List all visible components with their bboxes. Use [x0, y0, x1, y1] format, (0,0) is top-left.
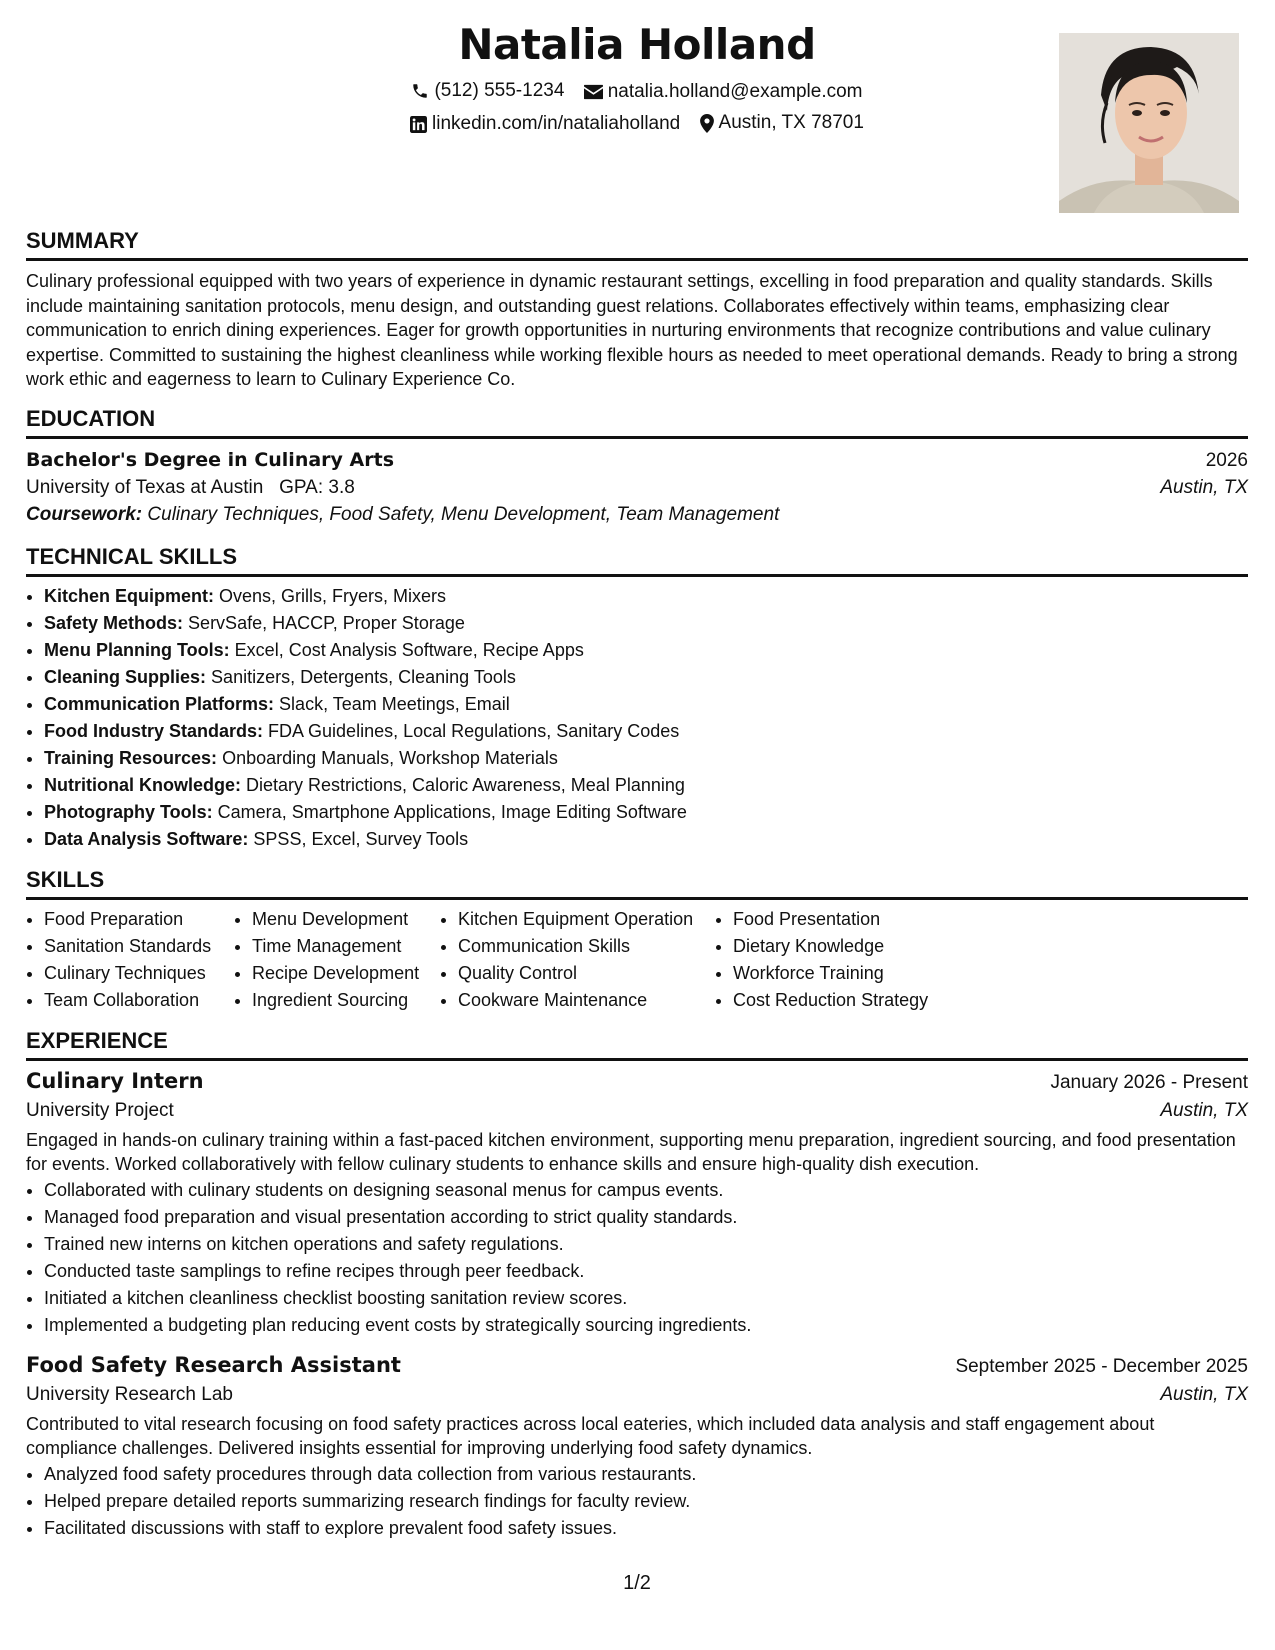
- skills-column: [234, 906, 440, 1014]
- job-org-row: [26, 1384, 1248, 1406]
- job-bullet: • Trained new interns on kitchen operations and safety regulations.: [44, 1231, 1248, 1258]
- job-dates: September 2025 - December 2025: [955, 1355, 1248, 1377]
- skills-column: [440, 906, 715, 1014]
- technical-skill-label: Food Industry Standards:: [44, 720, 264, 741]
- job-description: Contributed to vital research focusing on food safety practices across local eateries, which included data analysis and staff engagement about compliance challenges. Delivered insights essential for improving underlying food safety dynamics.: [26, 1413, 1155, 1458]
- linkedin-icon: [410, 116, 427, 133]
- coursework-list: Culinary Techniques, Food Safety, Menu Development, Team Management: [147, 503, 780, 525]
- technical-skill-label: Safety Methods:: [44, 612, 184, 633]
- technical-skill-item: [44, 610, 1248, 637]
- technical-skill-value: Camera, Smartphone Applications, Image Editing Software: [217, 801, 687, 822]
- skill-item: • Workforce Training: [733, 960, 975, 987]
- resume-page: [26, 0, 1248, 1650]
- experience-heading: EXPERIENCE: [26, 1028, 1248, 1061]
- technical-skill-item: [44, 691, 1248, 718]
- technical-skill-value: Dietary Restrictions, Caloric Awareness, Meal Planning: [246, 774, 685, 795]
- skill-item: • Team Collaboration: [44, 987, 234, 1014]
- technical-skill-label: Photography Tools:: [44, 801, 213, 822]
- technical-skill-label: Training Resources:: [44, 747, 218, 768]
- experience-section: [26, 1028, 1248, 1542]
- technical-skill-value: FDA Guidelines, Local Regulations, Sanitary Codes: [268, 720, 680, 741]
- skills-section: [26, 867, 1248, 1014]
- education-degree-row: [26, 449, 1248, 472]
- technical-skill-item: [44, 664, 1248, 691]
- job-header-row: [26, 1069, 1248, 1094]
- technical-skill-value: Onboarding Manuals, Workshop Materials: [222, 747, 558, 768]
- summary-text: Culinary professional equipped with two years of experience in dynamic restaurant settings, excelling in food preparation and quality standards. Skills include maintaining sanitation protocols, menu design, and outstanding guest relations. Collaborates effectively within teams, emphasizing clear communication to enrich dining experiences. Eager for growth opportunities in nurturing environments that recognize contributions and value culinary expertise. Committed to sustaining the highest cleanliness while working flexible hours as needed to meet operational demands. Ready to bring a strong work ethic and eagerness to learn to Culinary Experience Co.: [26, 271, 1238, 389]
- email-text[interactable]: natalia.holland@example.com: [607, 81, 863, 102]
- skill-item: • Ingredient Sourcing: [252, 987, 440, 1014]
- phone-icon: [411, 82, 429, 100]
- technical-skill-item: [44, 637, 1248, 664]
- job-bullet: • Helped prepare detailed reports summarizing research findings for faculty review.: [44, 1488, 1248, 1515]
- school-line: [26, 477, 355, 499]
- skill-item: • Food Preparation: [44, 906, 234, 933]
- skills-grid: [26, 906, 1248, 1014]
- school-gpa: GPA: 3.8: [279, 476, 355, 498]
- location-contact: [700, 112, 864, 134]
- education-heading: EDUCATION: [26, 406, 1248, 439]
- summary-section: [26, 228, 1248, 392]
- linkedin-contact[interactable]: [410, 113, 680, 135]
- skill-item: • Cookware Maintenance: [458, 987, 715, 1014]
- skill-item: • Kitchen Equipment Operation: [458, 906, 715, 933]
- job-title: Culinary Intern: [26, 1068, 204, 1093]
- skill-item: • Time Management: [252, 933, 440, 960]
- skill-item: • Culinary Techniques: [44, 960, 234, 987]
- experience-entry: [26, 1069, 1248, 1339]
- technical-skill-item: [44, 772, 1248, 799]
- job-location: Austin, TX: [1160, 1383, 1248, 1405]
- coursework-label: Coursework:: [26, 503, 143, 525]
- technical-skill-label: Data Analysis Software:: [44, 828, 249, 849]
- job-dates: January 2026 - Present: [1050, 1071, 1248, 1093]
- skill-item: • Dietary Knowledge: [733, 933, 975, 960]
- job-bullets: [26, 1461, 1248, 1542]
- technical-skill-label: Communication Platforms:: [44, 693, 275, 714]
- technical-skills-heading: TECHNICAL SKILLS: [26, 544, 1248, 577]
- experience-entry: [26, 1353, 1248, 1542]
- job-organization: University Project: [26, 1099, 174, 1121]
- summary-heading: SUMMARY: [26, 228, 1248, 261]
- map-pin-icon: [700, 114, 714, 133]
- linkedin-text[interactable]: linkedin.com/in/nataliaholland: [432, 113, 681, 134]
- job-bullet: • Analyzed food safety procedures through data collection from various restaurants.: [44, 1461, 1248, 1488]
- job-title: Food Safety Research Assistant: [26, 1352, 401, 1377]
- job-header-row: [26, 1353, 1248, 1378]
- profile-photo: [1059, 33, 1239, 213]
- skill-item: • Cost Reduction Strategy: [733, 987, 975, 1014]
- skill-item: • Menu Development: [252, 906, 440, 933]
- technical-skill-label: Cleaning Supplies:: [44, 666, 207, 687]
- job-organization: University Research Lab: [26, 1383, 233, 1405]
- job-bullet: • Conducted taste samplings to refine recipes through peer feedback.: [44, 1258, 1248, 1285]
- technical-skill-value: SPSS, Excel, Survey Tools: [253, 828, 469, 849]
- degree-year: 2026: [1205, 449, 1248, 471]
- phone-contact: [411, 80, 564, 102]
- technical-skill-item: [44, 799, 1248, 826]
- resume-header: [26, 0, 1248, 218]
- technical-skills-section: [26, 544, 1248, 853]
- skill-item: • Food Presentation: [733, 906, 975, 933]
- education-section: [26, 406, 1248, 526]
- job-location: Austin, TX: [1160, 1099, 1248, 1121]
- technical-skill-label: Nutritional Knowledge:: [44, 774, 241, 795]
- job-bullet: • Managed food preparation and visual presentation according to strict quality standards.: [44, 1204, 1248, 1231]
- location-text: Austin, TX 78701: [718, 112, 864, 133]
- email-contact[interactable]: [584, 81, 863, 103]
- job-description: Engaged in hands-on culinary training within a fast-paced kitchen environment, supporting menu preparation, ingredient sourcing, and food presentation for events. Worked collaboratively with fellow culinary students to enhance skills and ensure high-quality dish execution.: [26, 1129, 1236, 1174]
- job-bullet: • Collaborated with culinary students on designing seasonal menus for campus events.: [44, 1177, 1248, 1204]
- job-bullet: • Implemented a budgeting plan reducing event costs by strategically sourcing ingredients.: [44, 1312, 1248, 1339]
- skill-item: • Sanitation Standards: [44, 933, 234, 960]
- technical-skill-value: Ovens, Grills, Fryers, Mixers: [219, 585, 447, 606]
- technical-skill-item: [44, 583, 1248, 610]
- page-number: 1/2: [623, 1572, 651, 1594]
- job-bullet: • Initiated a kitchen cleanliness checklist boosting sanitation review scores.: [44, 1285, 1248, 1312]
- phone-text: (512) 555-1234: [434, 80, 565, 101]
- skill-item: • Communication Skills: [458, 933, 715, 960]
- technical-skill-value: Slack, Team Meetings, Email: [279, 693, 510, 714]
- candidate-name: Natalia Holland: [458, 20, 816, 69]
- school-location: Austin, TX: [1160, 476, 1248, 498]
- skill-item: • Quality Control: [458, 960, 715, 987]
- skills-column: [715, 906, 975, 1014]
- coursework-line: [26, 504, 1248, 526]
- degree-title: Bachelor's Degree in Culinary Arts: [26, 448, 395, 471]
- job-bullet: • Facilitated discussions with staff to explore prevalent food safety issues.: [44, 1515, 1248, 1542]
- technical-skill-label: Kitchen Equipment:: [44, 585, 214, 606]
- technical-skill-item: [44, 718, 1248, 745]
- technical-skills-list: [26, 583, 1248, 853]
- technical-skill-item: [44, 826, 1248, 853]
- technical-skill-item: [44, 745, 1248, 772]
- skills-column: [26, 906, 234, 1014]
- experience-list: [26, 1069, 1248, 1542]
- technical-skill-value: ServSafe, HACCP, Proper Storage: [188, 612, 465, 633]
- skill-item: • Recipe Development: [252, 960, 440, 987]
- job-bullets: [26, 1177, 1248, 1339]
- envelope-icon: [584, 84, 603, 100]
- school-name: University of Texas at Austin: [26, 476, 264, 498]
- technical-skill-value: Excel, Cost Analysis Software, Recipe Apps: [234, 639, 584, 660]
- technical-skill-value: Sanitizers, Detergents, Cleaning Tools: [211, 666, 516, 687]
- skills-heading: SKILLS: [26, 867, 1248, 900]
- job-org-row: [26, 1100, 1248, 1122]
- education-school-row: [26, 477, 1248, 499]
- technical-skill-label: Menu Planning Tools:: [44, 639, 230, 660]
